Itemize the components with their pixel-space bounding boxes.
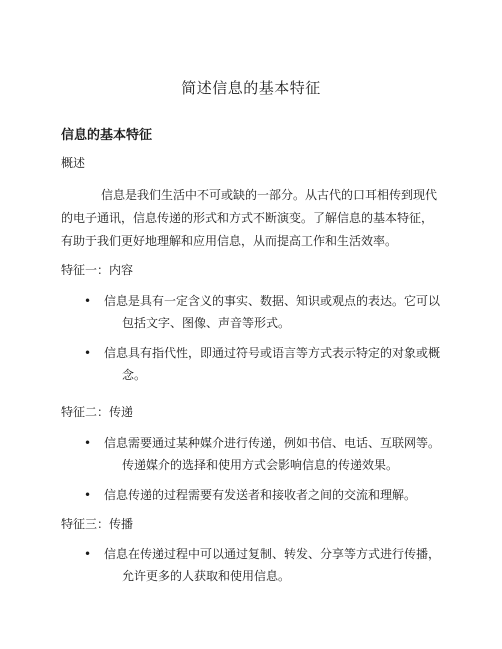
list-item (84, 484, 464, 506)
list-item (84, 342, 464, 386)
list-item-line: 信息传递的过程需要有发送者和接收者之间的交流和理解。 (104, 488, 417, 502)
bullet-icon: • (84, 547, 92, 561)
overview-label: 概述 (61, 156, 86, 170)
list-item (84, 432, 464, 476)
list-item-line: 信息需要通过某种媒介进行传递，例如书信、电话、互联网等。 (104, 436, 441, 450)
list-item-line: 包括文字、图像、声音等形式。 (122, 316, 291, 330)
list-item-line: 传递媒介的选择和使用方式会影响信息的传递效果。 (122, 458, 399, 472)
feature-label: 特征三：传播 (61, 517, 134, 531)
feature-label: 特征一：内容 (61, 263, 134, 277)
paragraph-line: 的电子通讯，信息传递的形式和方式不断演变。了解信息的基本特征， (61, 211, 434, 225)
paragraph-line: 信息是我们生活中不可或缺的一部分。从古代的口耳相传到现代 (101, 188, 438, 202)
list-item-line: 念。 (122, 368, 147, 382)
bullet-icon: • (84, 346, 92, 360)
feature-label: 特征二：传递 (61, 405, 134, 419)
list-item-line: 信息具有指代性，即通过符号或语言等方式表示特定的对象或概 (104, 346, 441, 360)
list-item-line: 允许更多的人获取和使用信息。 (122, 569, 291, 583)
bullet-icon: • (84, 436, 92, 450)
list-item-line: 信息在传递过程中可以通过复制、转发、分享等方式进行传播， (104, 547, 441, 561)
list-item (84, 543, 464, 587)
bullet-icon: • (84, 294, 92, 308)
section-heading: 信息的基本特征 (61, 128, 153, 143)
overview-paragraph (61, 184, 451, 253)
list-item (84, 290, 464, 334)
bullet-icon: • (84, 488, 92, 502)
paragraph-line: 有助于我们更好地理解和应用信息，从而提高工作和生活效率。 (61, 234, 398, 248)
document-title: 简述信息的基本特征 (181, 79, 321, 97)
list-item-line: 信息是具有一定含义的事实、数据、知识或观点的表达。它可以 (104, 294, 441, 308)
